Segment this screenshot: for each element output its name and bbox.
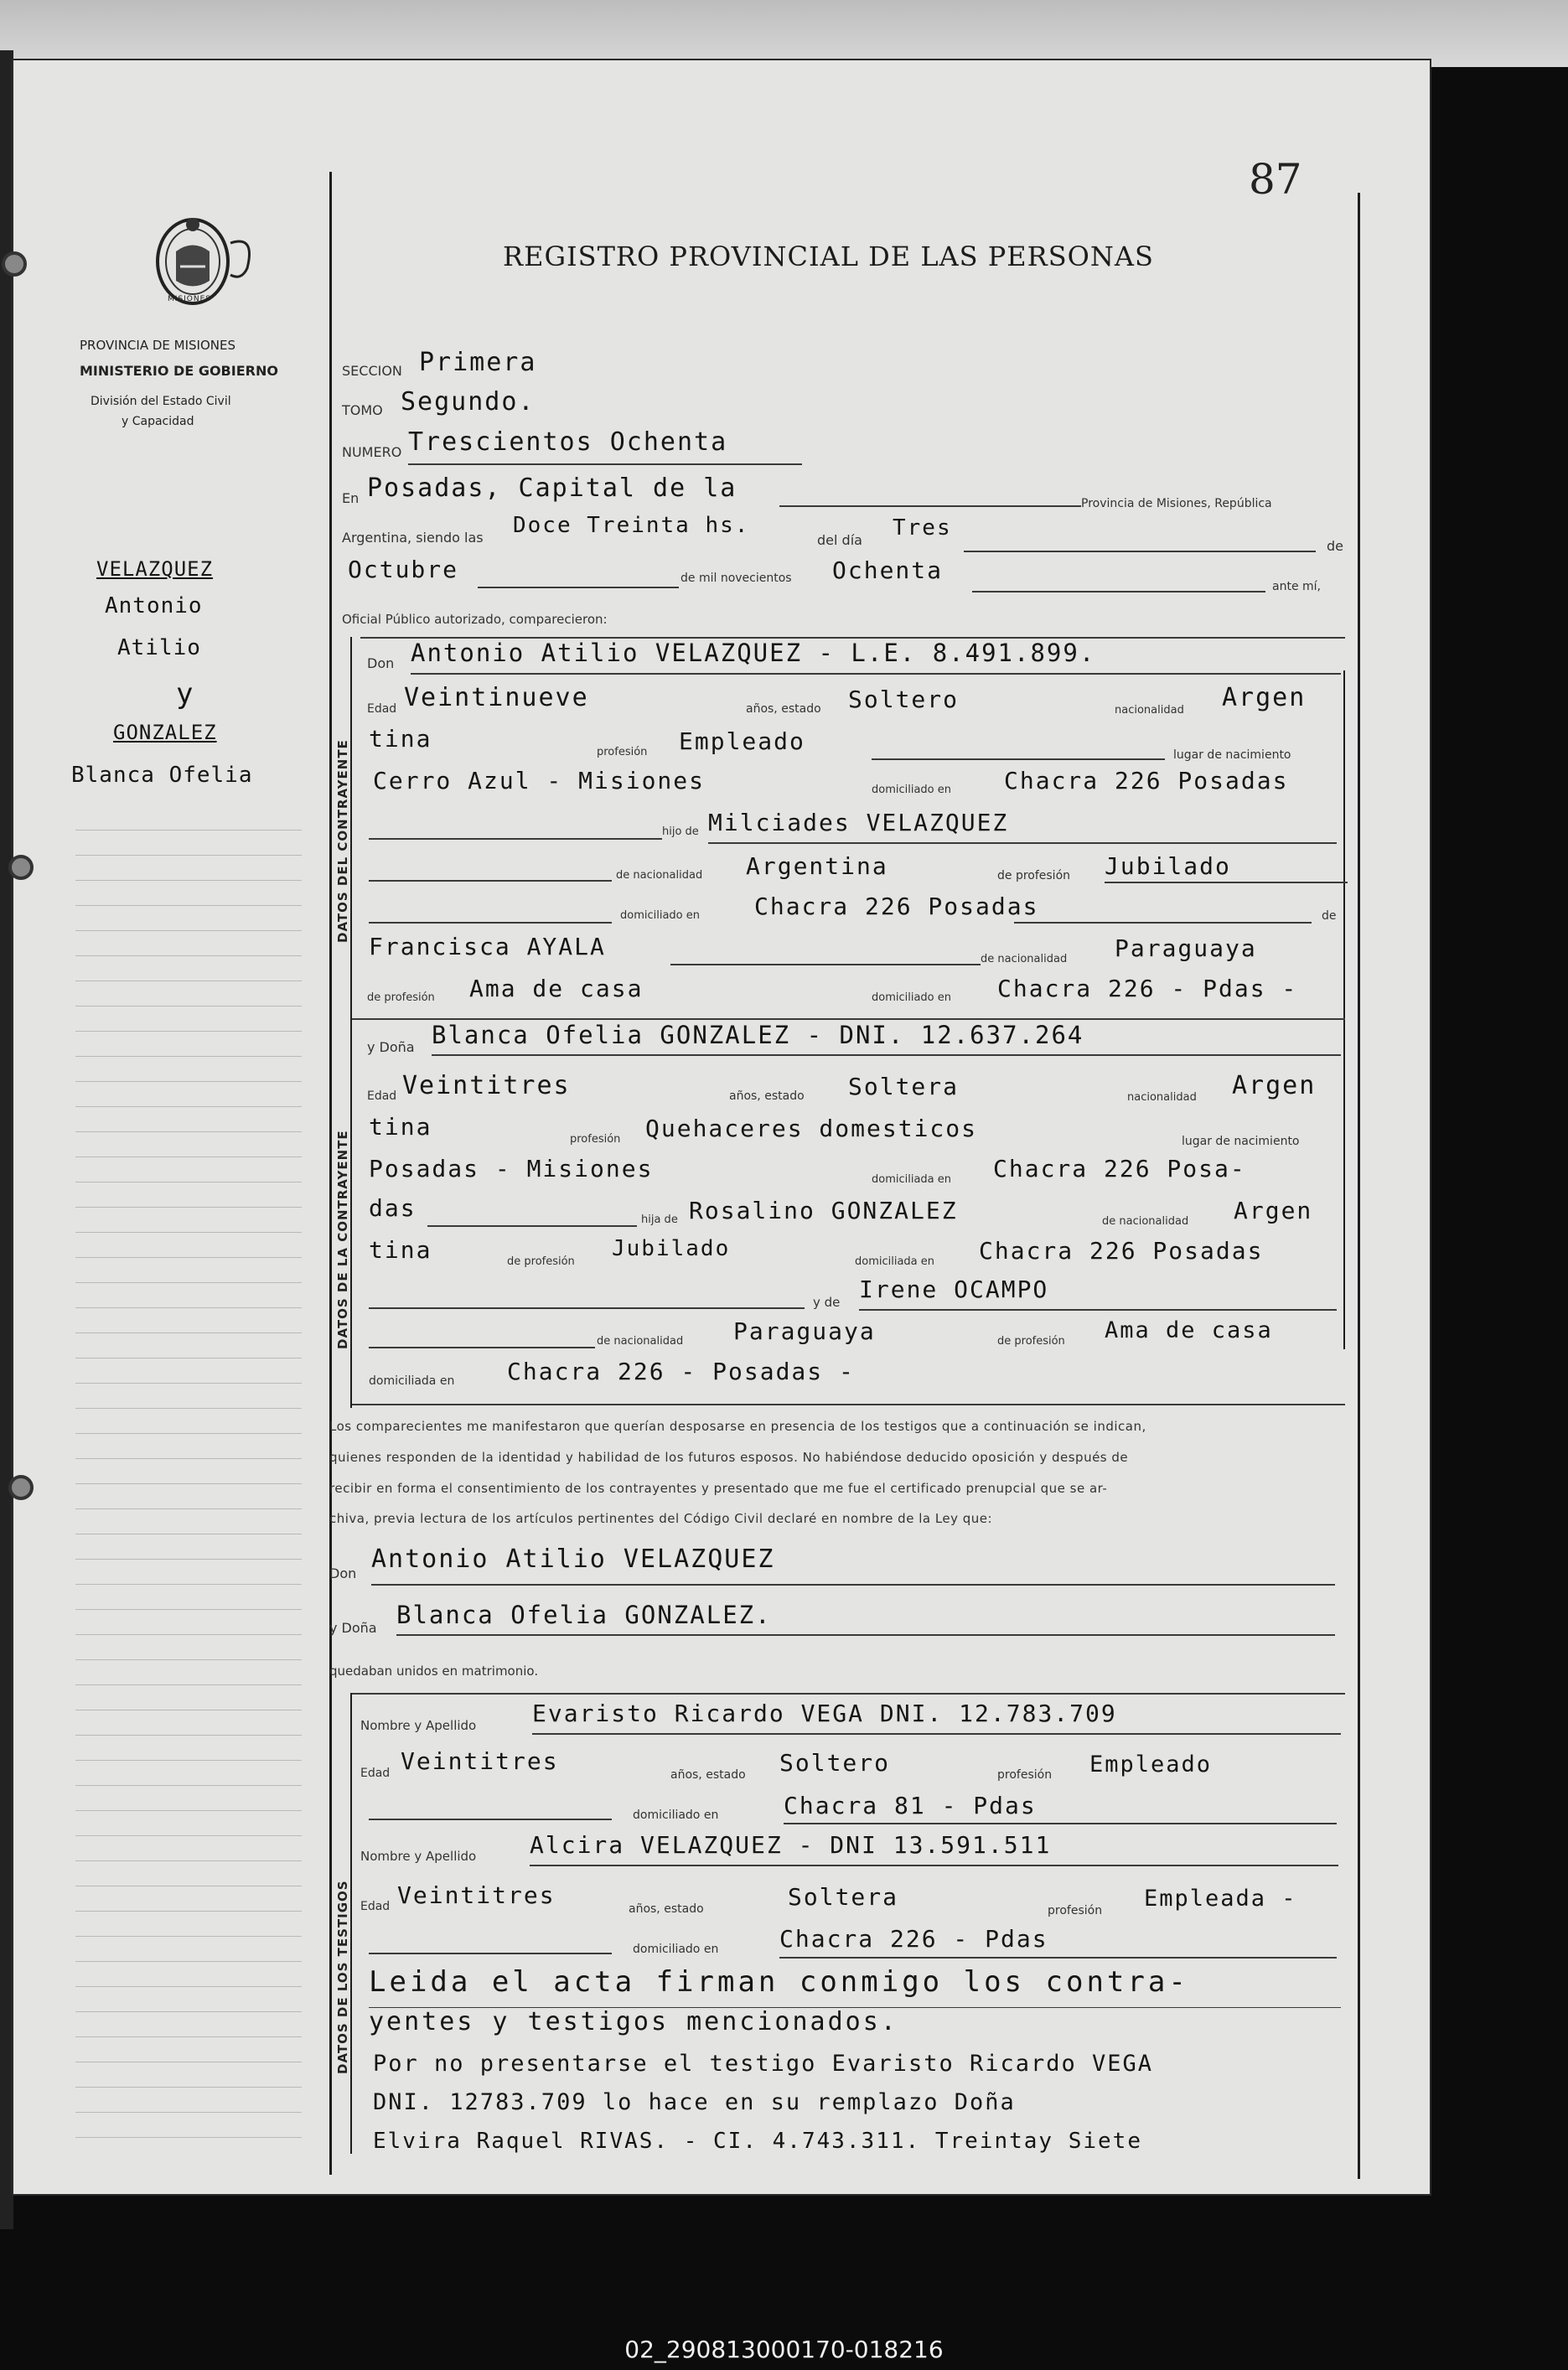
fill-line xyxy=(432,1054,1341,1056)
en-label: En xyxy=(342,490,360,506)
contrayenta-name: Blanca Ofelia GONZALEZ - DNI. 12.637.264 xyxy=(432,1021,1084,1049)
binding-ring-icon xyxy=(8,855,34,880)
margin-rule-line xyxy=(75,1634,302,1635)
padre-nac-b-b: tina xyxy=(369,1236,432,1264)
declaration-line: Los comparecientes me manifestaron que querían desposarse en presencia de los testigos que a continuación se indican, xyxy=(329,1419,1146,1434)
nac-label: nacionalidad xyxy=(1127,1091,1197,1104)
testigo2-edad: Veintitres xyxy=(397,1881,556,1909)
margin-note: y xyxy=(176,677,194,711)
tomo-label: TOMO xyxy=(342,402,383,418)
margin-rule-line xyxy=(75,1835,302,1836)
margin-rule-line xyxy=(75,1056,302,1057)
madre-name-b: Irene OCAMPO xyxy=(859,1276,1049,1303)
padre-domicilio: Chacra 226 Posadas xyxy=(754,893,1039,920)
margin-rule-line xyxy=(75,1232,302,1233)
fill-line xyxy=(784,1823,1337,1824)
padre-prof-b: Jubilado xyxy=(612,1236,731,1261)
nombre-label: Nombre y Apellido xyxy=(360,1718,477,1733)
margin-rule-line xyxy=(75,1106,302,1107)
closing-note: DNI. 12783.709 lo hace en su remplazo Doña xyxy=(373,2089,1016,2115)
fill-line xyxy=(371,1584,1335,1586)
padre-nac-b-a: Argen xyxy=(1234,1197,1313,1224)
contrayente-profesion: Empleado xyxy=(679,727,805,755)
de-prof-label: de profesión xyxy=(507,1255,575,1268)
edad-label: Edad xyxy=(367,702,397,716)
margin-rule-line xyxy=(75,1031,302,1032)
margin-rule-line xyxy=(75,1332,302,1333)
madre-prof-b: Ama de casa xyxy=(1105,1317,1273,1343)
closing-text: quedaban unidos en matrimonio. xyxy=(329,1664,539,1679)
fill-line xyxy=(872,758,1165,760)
contrayente-estado: Soltero xyxy=(848,686,960,713)
margin-note: Atilio xyxy=(117,635,201,660)
margin-rule-line xyxy=(75,2112,302,2113)
margin-rule-line xyxy=(75,1735,302,1736)
dona-label: y Doña xyxy=(367,1039,415,1055)
closing-note: Elvira Raquel RIVAS. - CI. 4.743.311. Treintay Siete xyxy=(373,2129,1142,2154)
contrayenta-domicilio-a: Chacra 226 Posa- xyxy=(993,1155,1246,1182)
declared-bride: Blanca Ofelia GONZALEZ. xyxy=(396,1601,772,1629)
province-seal-icon xyxy=(142,201,285,327)
section-line xyxy=(352,1018,1345,1020)
dia-value: Tres xyxy=(893,515,952,541)
division-line1: División del Estado Civil xyxy=(91,395,231,408)
anios-label: años, estado xyxy=(746,702,821,716)
testigo2-estado: Soltera xyxy=(788,1883,899,1911)
binding-ring-icon xyxy=(8,1475,34,1500)
de-label: de xyxy=(1327,538,1343,554)
margin-rule-line xyxy=(75,1207,302,1208)
margin-rule-line xyxy=(75,955,302,956)
fill-line xyxy=(369,1307,805,1309)
edad-label: Edad xyxy=(360,1900,391,1913)
hora-value: Doce Treinta hs. xyxy=(513,513,750,538)
hija-label: hija de xyxy=(641,1213,678,1226)
nombre-label: Nombre y Apellido xyxy=(360,1849,477,1864)
fill-line xyxy=(411,673,1341,675)
edad-label: Edad xyxy=(360,1767,391,1780)
don-label: Don xyxy=(329,1565,357,1581)
margin-note: VELAZQUEZ xyxy=(96,557,214,581)
dom-label: domiciliado en xyxy=(633,1943,719,1956)
margin-rule-line xyxy=(75,1307,302,1308)
fill-line xyxy=(779,1957,1337,1959)
dom-label: domiciliado en xyxy=(633,1809,719,1822)
ante-label: ante mí, xyxy=(1272,580,1321,593)
testigos-side-label: DATOS DE LOS TESTIGOS xyxy=(335,1880,350,2074)
fill-line xyxy=(670,964,981,965)
page-title: REGISTRO PROVINCIAL DE LAS PERSONAS xyxy=(503,241,1154,272)
madre-nac-b: Paraguaya xyxy=(733,1317,876,1345)
tomo-value: Segundo. xyxy=(401,387,536,417)
seal-text: MISIONES xyxy=(168,295,212,303)
section-line xyxy=(352,1404,1345,1405)
closing-note: Por no presentarse el testigo Evaristo Ricardo VEGA xyxy=(373,2051,1154,2077)
margin-rule-line xyxy=(75,1609,302,1610)
margin-rule-line xyxy=(75,880,302,881)
numero-label: NUMERO xyxy=(342,444,402,460)
fill-line xyxy=(972,591,1265,592)
testigo2-nombre: Alcira VELAZQUEZ - DNI 13.591.511 xyxy=(530,1831,1052,1859)
main-frame-left-line xyxy=(329,172,332,2175)
party-inner-left-line xyxy=(350,637,352,1408)
contrayente-nac-b: tina xyxy=(369,725,432,753)
contrayenta-nac-a: Argen xyxy=(1232,1071,1317,1100)
de-nac-label: de nacionalidad xyxy=(616,869,703,882)
margin-rule-line xyxy=(75,1483,302,1484)
prof-label: profesión xyxy=(1048,1904,1103,1917)
province-name: PROVINCIA DE MISIONES xyxy=(80,338,235,353)
seccion-label: SECCION xyxy=(342,363,402,379)
contrayente-edad: Veintinueve xyxy=(404,683,589,712)
fill-line xyxy=(779,505,1081,507)
margin-note: Antonio xyxy=(105,593,203,618)
dona-label: y Doña xyxy=(329,1620,377,1636)
anios-label: años, estado xyxy=(670,1768,746,1782)
testigo1-estado: Soltero xyxy=(779,1749,891,1777)
margin-rule-line xyxy=(75,930,302,931)
fill-line xyxy=(530,1865,1338,1866)
padre-dom-b: Chacra 226 Posadas xyxy=(979,1237,1264,1265)
declaration-line: quienes responden de la identidad y habilidad de los futuros esposos. No habiéndose deducido oposición y después de xyxy=(329,1450,1129,1465)
dom-label: domiciliada en xyxy=(855,1255,935,1268)
fill-line xyxy=(708,842,1337,844)
de-nac-label: de nacionalidad xyxy=(597,1335,684,1348)
en-value: Posadas, Capital de la xyxy=(367,473,737,503)
anios-label: años, estado xyxy=(729,1089,805,1103)
fill-line xyxy=(369,1347,595,1348)
margin-rule-line xyxy=(75,830,302,831)
fill-line xyxy=(408,463,802,465)
declaration-line: recibir en forma el consentimiento de los contrayentes y presentado que me fue el certificado prenupcial que se ar- xyxy=(329,1481,1108,1496)
dom-label: domiciliado en xyxy=(872,991,952,1004)
closing-note: yentes y testigos mencionados. xyxy=(369,2007,898,2036)
anio-value: Ochenta xyxy=(832,556,944,584)
madre-domicilio: Chacra 226 - Pdas - xyxy=(997,975,1298,1002)
fill-line xyxy=(859,1309,1337,1311)
margin-rule-line xyxy=(75,1282,302,1283)
binding-ring-icon xyxy=(2,251,27,277)
margin-rule-line xyxy=(75,855,302,856)
contrayente-nac-a: Argen xyxy=(1222,683,1307,712)
margin-rule-line xyxy=(75,1936,302,1937)
contrayenta-domicilio-b: das xyxy=(369,1194,417,1222)
fill-line xyxy=(478,587,679,588)
party-frame-right-line xyxy=(1343,670,1345,1349)
margin-rule-line xyxy=(75,1911,302,1912)
yde-label: y de xyxy=(813,1295,841,1310)
testigo2-domicilio: Chacra 226 - Pdas xyxy=(779,1925,1048,1953)
de-prof-label: de profesión xyxy=(367,991,435,1004)
page-number: 87 xyxy=(1249,155,1302,204)
declared-groom: Antonio Atilio VELAZQUEZ xyxy=(371,1545,775,1574)
fill-line xyxy=(369,838,662,840)
fill-line xyxy=(369,880,612,882)
madre-profesion: Ama de casa xyxy=(469,975,644,1002)
closing-note: Leida el acta firman conmigo los contra- xyxy=(369,1965,1189,1999)
provincia-text: Provincia de Misiones, República xyxy=(1081,497,1272,510)
madre-dom-b: Chacra 226 - Posadas - xyxy=(507,1358,855,1385)
dia-label: del día xyxy=(817,532,862,548)
padre-profesion: Jubilado xyxy=(1105,852,1231,880)
lugar-label: lugar de nacimiento xyxy=(1173,748,1291,762)
de-nac-label: de nacionalidad xyxy=(1102,1215,1189,1228)
contrayente-domicilio: Chacra 226 Posadas xyxy=(1004,767,1289,794)
margin-rule-line xyxy=(75,1961,302,1962)
margin-rule-line xyxy=(75,1458,302,1459)
margin-rule-line xyxy=(75,1584,302,1585)
madre-nacionalidad: Paraguaya xyxy=(1115,934,1257,962)
margin-rule-line xyxy=(75,1408,302,1409)
dom2-label: domiciliada en xyxy=(369,1374,455,1388)
fill-line xyxy=(369,1953,612,1954)
seccion-value: Primera xyxy=(419,348,537,377)
fill-line xyxy=(396,1634,1335,1636)
section-line xyxy=(352,1693,1345,1695)
ministry-name: MINISTERIO DE GOBIERNO xyxy=(80,363,278,379)
lugar-label: lugar de nacimiento xyxy=(1182,1135,1300,1148)
margin-rule-line xyxy=(75,1559,302,1560)
de-prof-label: de profesión xyxy=(997,1335,1065,1348)
margin-rule-line xyxy=(75,1081,302,1082)
margin-rule-line xyxy=(75,2011,302,2012)
dom-label: domiciliada en xyxy=(872,1173,952,1186)
testigo1-domicilio: Chacra 81 - Pdas xyxy=(784,1792,1037,1819)
fill-line xyxy=(369,922,612,924)
don-label: Don xyxy=(367,655,395,671)
margin-rule-line xyxy=(75,1383,302,1384)
contrayenta-nac-b: tina xyxy=(369,1113,432,1141)
margin-note: Blanca Ofelia xyxy=(71,763,253,788)
margin-rule-line xyxy=(75,1257,302,1258)
testigo2-profesion: Empleada - xyxy=(1144,1886,1297,1912)
testigo1-profesion: Empleado xyxy=(1089,1752,1213,1778)
de-nac-label: de nacionalidad xyxy=(981,953,1068,965)
margin-rule-line xyxy=(75,1131,302,1132)
contrayenta-lugar: Posadas - Misiones xyxy=(369,1155,654,1182)
margin-rule-line xyxy=(75,2087,302,2088)
padre-name: Milciades VELAZQUEZ xyxy=(708,809,1009,836)
madre-name: Francisca AYALA xyxy=(369,933,606,960)
margin-rule-line xyxy=(75,1986,302,1987)
fill-line xyxy=(1014,922,1312,924)
de-prof-label: de profesión xyxy=(997,869,1071,882)
contrayente-name: Antonio Atilio VELAZQUEZ - L.E. 8.491.899. xyxy=(411,639,1096,667)
fill-line xyxy=(532,1733,1341,1735)
nac-label: nacionalidad xyxy=(1115,704,1184,717)
prof-label: profesión xyxy=(570,1133,621,1146)
contrayente-lugar: Cerro Azul - Misiones xyxy=(373,767,706,794)
image-caption: 02_290813000170-018216 xyxy=(624,2336,944,2363)
anios-label: años, estado xyxy=(629,1902,704,1916)
edad-label: Edad xyxy=(367,1089,397,1103)
margin-rule-line xyxy=(75,2137,302,2138)
contrayenta-profesion: Quehaceres domesticos xyxy=(645,1115,978,1142)
contrayenta-side-label: DATOS DE LA CONTRAYENTE xyxy=(335,1130,350,1349)
margin-rule-line xyxy=(75,1433,302,1434)
oficial-text: Oficial Público autorizado, comparecieron: xyxy=(342,612,608,627)
margin-note: GONZALEZ xyxy=(113,721,217,744)
padre-name-b: Rosalino GONZALEZ xyxy=(689,1197,958,1224)
margin-rule-line xyxy=(75,1810,302,1811)
main-frame-right-line xyxy=(1358,193,1360,2179)
fill-line xyxy=(427,1225,637,1227)
fill-line xyxy=(1105,882,1348,883)
testigo1-edad: Veintitres xyxy=(401,1747,559,1775)
fill-line xyxy=(369,1819,612,1820)
hijo-label: hijo de xyxy=(662,825,699,838)
margin-rule-line xyxy=(75,1860,302,1861)
de-label: de xyxy=(1322,909,1337,923)
division-line2: y Capacidad xyxy=(122,415,194,428)
dom-label: domiciliado en xyxy=(620,909,701,922)
margin-rule-line xyxy=(75,1659,302,1660)
anio-label: de mil novecientos xyxy=(681,572,792,585)
dom-label: domiciliado en xyxy=(872,784,952,796)
witness-inner-left-line xyxy=(350,1693,352,2154)
fill-line xyxy=(964,551,1316,552)
margin-rule-line xyxy=(75,1684,302,1685)
declaration-line: chiva, previa lectura de los artículos pertinentes del Código Civil declaré en nombre de la Ley que: xyxy=(329,1511,993,1526)
numero-value: Trescientos Ochenta xyxy=(408,427,728,457)
margin-rule-line xyxy=(75,1508,302,1509)
padre-nacionalidad: Argentina xyxy=(746,852,888,880)
contrayenta-estado: Soltera xyxy=(848,1073,960,1100)
prof-label: profesión xyxy=(997,1768,1053,1782)
margin-rule-line xyxy=(75,905,302,906)
mes-value: Octubre xyxy=(348,556,459,583)
margin-rule-line xyxy=(75,1760,302,1761)
testigo1-nombre: Evaristo Ricardo VEGA DNI. 12.783.709 xyxy=(532,1700,1117,1727)
prof-label: profesión xyxy=(597,746,648,758)
background-page xyxy=(0,0,1568,67)
contrayente-side-label: DATOS DEL CONTRAYENTE xyxy=(335,739,350,943)
margin-rule-line xyxy=(75,1785,302,1786)
contrayenta-edad: Veintitres xyxy=(402,1071,571,1100)
margin-rule-line xyxy=(75,2036,302,2037)
argentina-text: Argentina, siendo las xyxy=(342,530,484,546)
